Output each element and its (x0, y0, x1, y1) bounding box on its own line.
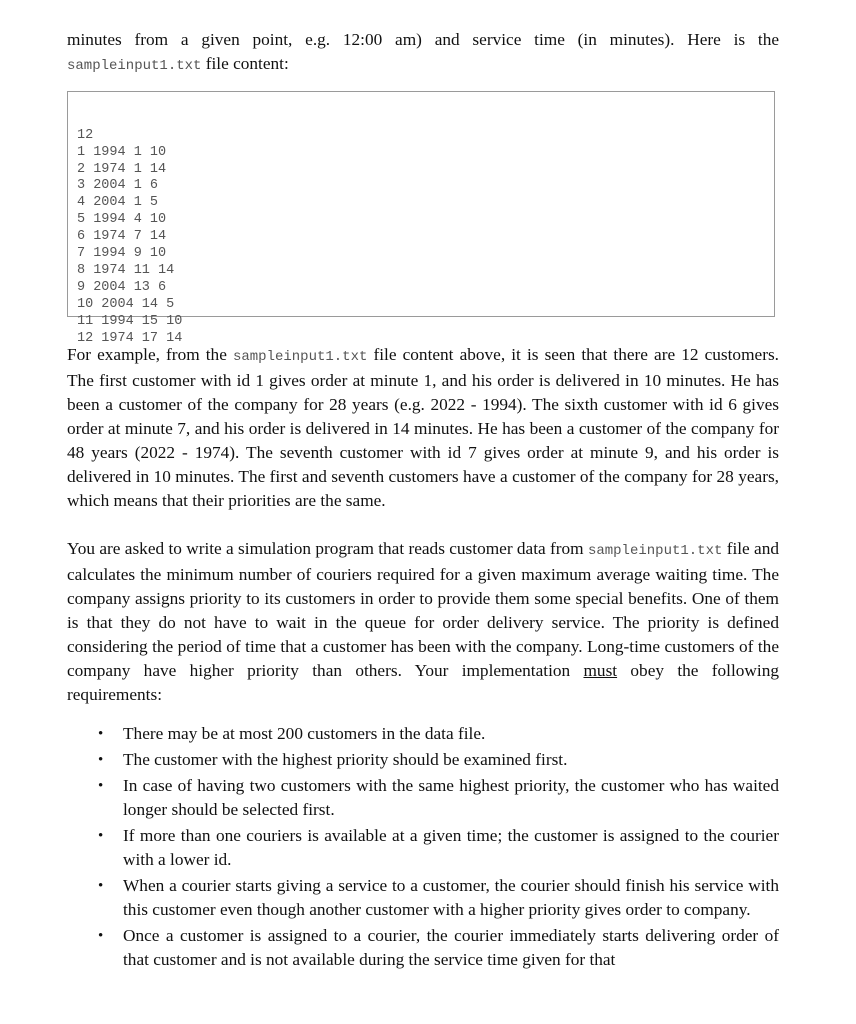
requirement-item (67, 824, 779, 872)
example-text-a: For example, from the (67, 345, 233, 364)
code-line: 6 1974 7 14 (77, 229, 167, 245)
code-line: 10 2004 14 5 (77, 296, 175, 312)
requirement-item (67, 748, 779, 772)
code-line: 11 1994 15 10 (77, 313, 183, 329)
code-line: 7 1994 9 10 (77, 246, 167, 262)
requirement-text: Once a customer is assigned to a courier, the courier immediately starts delivering order of that customer and is not available during the service time given for that (123, 926, 779, 969)
code-line: 8 1974 11 14 (77, 262, 175, 278)
requirement-item (67, 722, 779, 746)
requirement-item (67, 774, 779, 822)
requirement-item (67, 874, 779, 922)
file-content-box (67, 91, 775, 346)
must-underlined: must (583, 661, 618, 680)
requirement-text: In case of having two customers with the same highest priority, the customer who has waited longer should be selected first. (123, 776, 779, 819)
code-line: 3 2004 1 6 (77, 178, 159, 194)
intro-text-b: file content: (201, 54, 289, 73)
example-paragraph (67, 343, 779, 513)
requirements-list (67, 722, 779, 974)
requirement-text: When a courier starts giving a service to a customer, the courier should finish his service with this customer even though another customer with a higher priority gives order to company. (123, 876, 779, 919)
task-paragraph (67, 537, 779, 707)
requirement-text: The customer with the highest priority should be examined first. (123, 750, 568, 769)
bullet-icon: • (98, 778, 104, 794)
intro-text-a: minutes from a given point, e.g. 12:00 am) and service time (in minutes). Here is the (67, 30, 779, 49)
task-text-c: obey the following requirements: (67, 661, 779, 704)
requirement-text: There may be at most 200 customers in the data file. (123, 724, 486, 743)
code-line: 2 1974 1 14 (77, 161, 167, 177)
intro-paragraph (67, 28, 779, 78)
requirement-text: If more than one couriers is available at a given time; the customer is assigned to the courier with a lower id. (123, 826, 779, 869)
code-line: 12 1974 17 14 (77, 330, 183, 346)
code-line: 5 1994 4 10 (77, 212, 167, 228)
intro-file-name: sampleinput1.txt (67, 58, 202, 74)
task-file-name: sampleinput1.txt (587, 543, 723, 559)
bullet-icon: • (98, 878, 104, 894)
bullet-icon: • (98, 828, 104, 844)
task-text-a: You are asked to write a simulation program that reads customer data from (67, 539, 588, 558)
code-line: 1 1994 1 10 (77, 144, 167, 160)
code-line: 9 2004 13 6 (77, 279, 167, 295)
bullet-icon: • (98, 752, 104, 768)
code-line: 12 (77, 127, 94, 143)
example-text-b: file content above, it is seen that there are 12 customers. The first customer with id 1 gives order at minute 1, and his order is delivered in 10 minutes. He has been a customer of the company for 28 years (e.g. 2022 - 1994). The sixth customer with id 6 gives order at minute 7, and his order is delivered in 14 minutes. He has been a customer of the company for 48 years (2022 - 1974). The seventh customer with id 7 gives order at minute 9, and his order is delivered in 10 minutes. The first and seventh customers have a customer of the company for 28 years, which means that their priorities are the same. (67, 345, 779, 510)
code-line: 4 2004 1 5 (77, 195, 159, 211)
bullet-icon: • (98, 726, 104, 742)
task-text-b: file and calculates the minimum number of couriers required for a given maximum average waiting time. The company assigns priority to its customers in order to provide them some special benefits. One of them is that they do not have to wait in the queue for order delivery service. The priority is defined considering the period of time that a customer has been with the company. Long-time customers of the company have higher priority than others. Your implementation (67, 539, 780, 680)
bullet-icon: • (98, 928, 104, 944)
example-file-name: sampleinput1.txt (232, 349, 368, 365)
requirement-item (67, 924, 779, 972)
